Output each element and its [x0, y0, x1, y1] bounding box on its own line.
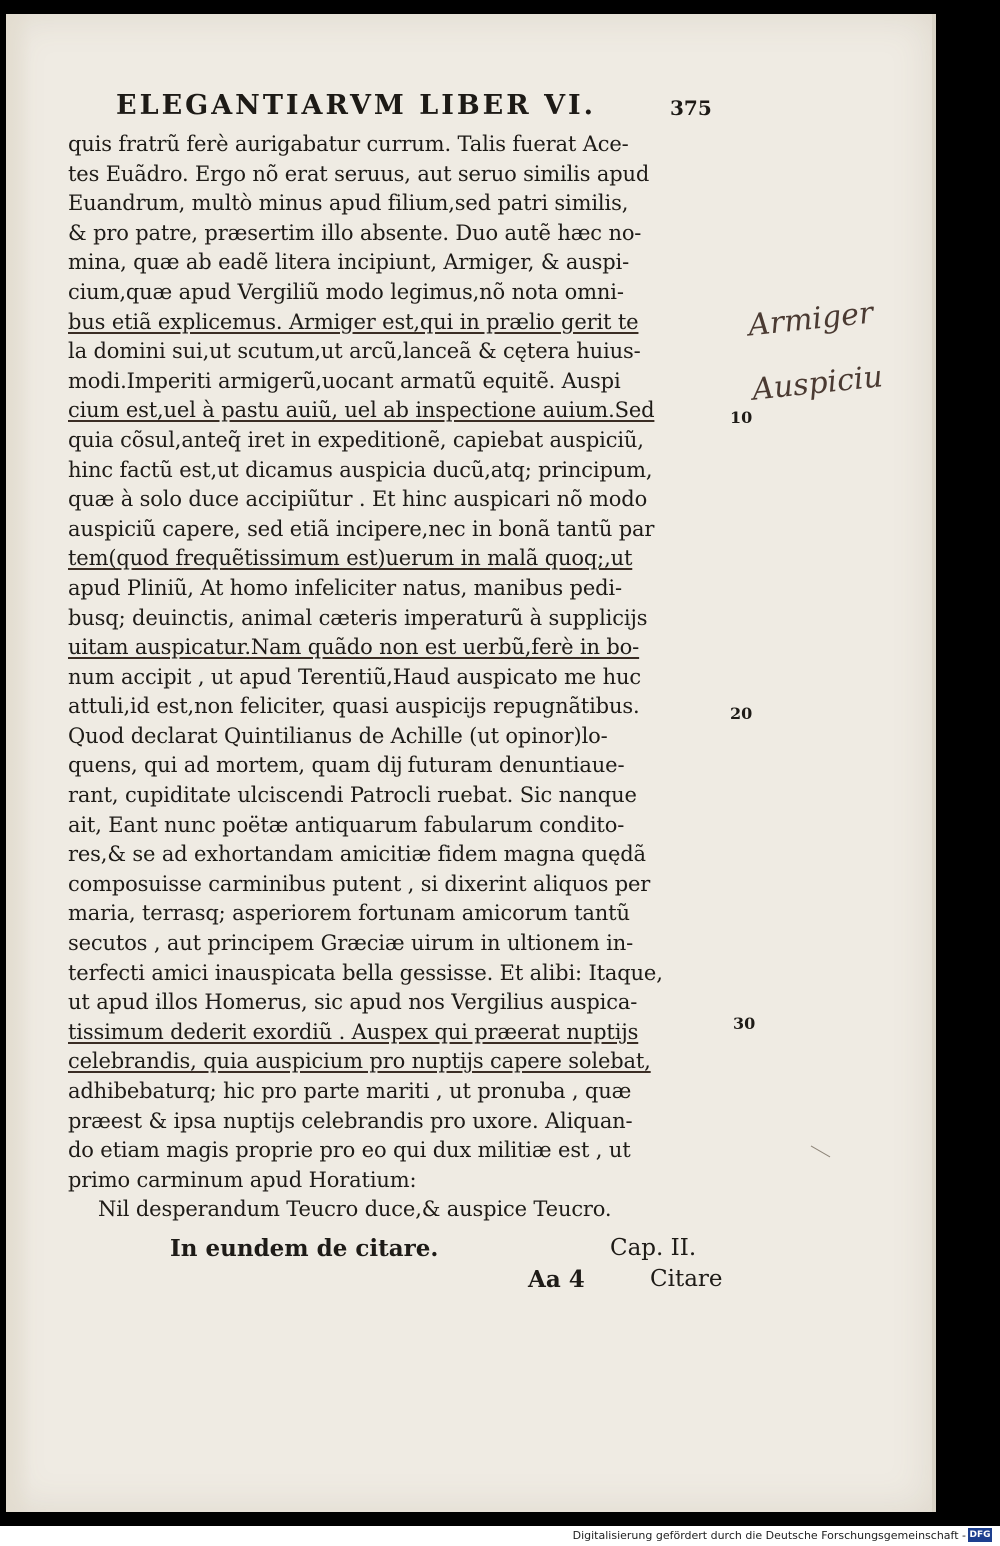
text-line-underlined: cium est,uel à pastu auiũ, uel ab inspectione auium.Sed: [68, 398, 655, 423]
text-line: ut apud illos Homerus, sic apud nos Vergilius auspica-: [68, 990, 638, 1015]
text-line-underlined: tem(quod frequẽtissimum est)uerum in malã quoq;,ut: [68, 546, 633, 571]
text-line-underlined: tissimum dederit exordiũ . Auspex qui præerat nuptijs: [68, 1019, 639, 1044]
verse-quotation: Nil desperandum Teucro duce,& auspice Teucro.: [98, 1197, 612, 1222]
text-line: Euandrum, multò minus apud filium,sed patri similis,: [68, 191, 629, 216]
text-line: adhibebaturq; hic pro parte mariti , ut pronuba , quæ: [68, 1079, 632, 1103]
line-number: 30: [733, 1014, 756, 1033]
text-line: apud Pliniũ, At homo infeliciter natus, manibus pedi-: [68, 575, 622, 600]
text-line: composuisse carminibus putent , si dixerint aliquos per: [68, 871, 651, 896]
text-line: præest & ipsa nuptijs celebrandis pro uxore. Aliquan-: [68, 1108, 633, 1133]
text-line: auspiciũ capere, sed etiã incipere,nec in bonã tantũ par: [68, 516, 655, 541]
text-line-underlined: uitam auspicatur.Nam quãdo non est uerbũ,ferè in bo-: [68, 635, 640, 660]
text-line: maria, terrasq; asperiorem fortunam amicorum tantũ: [68, 901, 630, 926]
text-line: ait, Eant nunc poëtæ antiquarum fabularum condito-: [68, 812, 625, 837]
text-line: cium,quæ apud Vergiliũ modo legimus,nõ nota omni-: [68, 279, 624, 304]
chapter-label: Cap. II.: [610, 1235, 697, 1261]
signature-mark: Aa 4: [528, 1266, 585, 1293]
page-gutter-shadow: [6, 14, 32, 1512]
text-line: secutos , aut principem Græciæ uirum in ultionem in-: [68, 931, 634, 956]
text-line: busq; deuinctis, animal cæteris imperaturũ à supplicijs: [68, 605, 648, 630]
text-line: Quod declarat Quintilianus de Achille (ut opinor)lo-: [68, 723, 608, 748]
funding-credit: Digitalisierung gefördert durch die Deutsche Forschungsgemeinschaft -: [572, 1529, 966, 1542]
line-number: 10: [730, 408, 753, 427]
text-line: tes Euãdro. Ergo nõ erat seruus, aut seruo similis apud: [68, 161, 650, 186]
text-line: do etiam magis proprie pro eo qui dux militiæ est , ut: [68, 1138, 631, 1163]
text-line: res,& se ad exhortandam amicitiæ fidem magna quędã: [68, 842, 646, 867]
text-line-underlined: celebrandis, quia auspicium pro nuptijs capere solebat,: [68, 1049, 651, 1074]
text-line: quia cõsul,anteq̃ iret in expeditionẽ, capiebat auspiciũ,: [68, 427, 644, 452]
text-line: rant, cupiditate ulciscendi Patrocli ruebat. Sic nanque: [68, 783, 637, 808]
text-line: num accipit , ut apud Terentiũ,Haud auspicato me huc: [68, 664, 641, 689]
marginal-note: Armiger: [746, 295, 875, 344]
text-line: attuli,id est,non feliciter, quasi auspicijs repugnãtibus.: [68, 694, 640, 719]
marginal-note: Auspiciu: [750, 359, 885, 408]
text-line: hinc factũ est,ut dicamus auspicia ducũ,atq; principum,: [68, 457, 653, 482]
next-chapter-title: In eundem de citare.: [170, 1235, 439, 1262]
text-line: primo carminum apud Horatium:: [68, 1167, 417, 1192]
catchword: Citare: [650, 1266, 723, 1292]
text-line: mina, quæ ab eadẽ litera incipiunt, Armiger, & auspi-: [68, 250, 630, 275]
body-text: [68, 130, 738, 1225]
line-number: 20: [730, 704, 753, 723]
text-line-underlined: bus etiã explicemus. Armiger est,qui in prælio gerit te: [68, 309, 639, 334]
running-title: ELEGANTIARVM LIBER VI.: [116, 90, 597, 121]
dfg-logo: DFG: [969, 1530, 991, 1540]
text-line: modi.Imperiti armigerũ,uocant armatũ equitẽ. Auspi: [68, 368, 621, 393]
text-line: & pro patre, præsertim illo absente. Duo autẽ hæc no-: [68, 220, 642, 245]
text-line: quens, qui ad mortem, quam dĳ futuram denuntiaue-: [68, 753, 625, 778]
text-line: quæ à solo duce accipiũtur . Et hinc auspicari nõ modo: [68, 487, 648, 512]
text-line: quis fratrũ ferè aurigabatur currum. Talis fuerat Ace-: [68, 132, 629, 156]
folio-number: 375: [670, 96, 712, 120]
text-line: terfecti amici inauspicata bella gessisse. Et alibi: Itaque,: [68, 960, 663, 985]
text-line: la domini sui,ut scutum,ut arcũ,lanceã & cętera huius-: [68, 339, 641, 364]
